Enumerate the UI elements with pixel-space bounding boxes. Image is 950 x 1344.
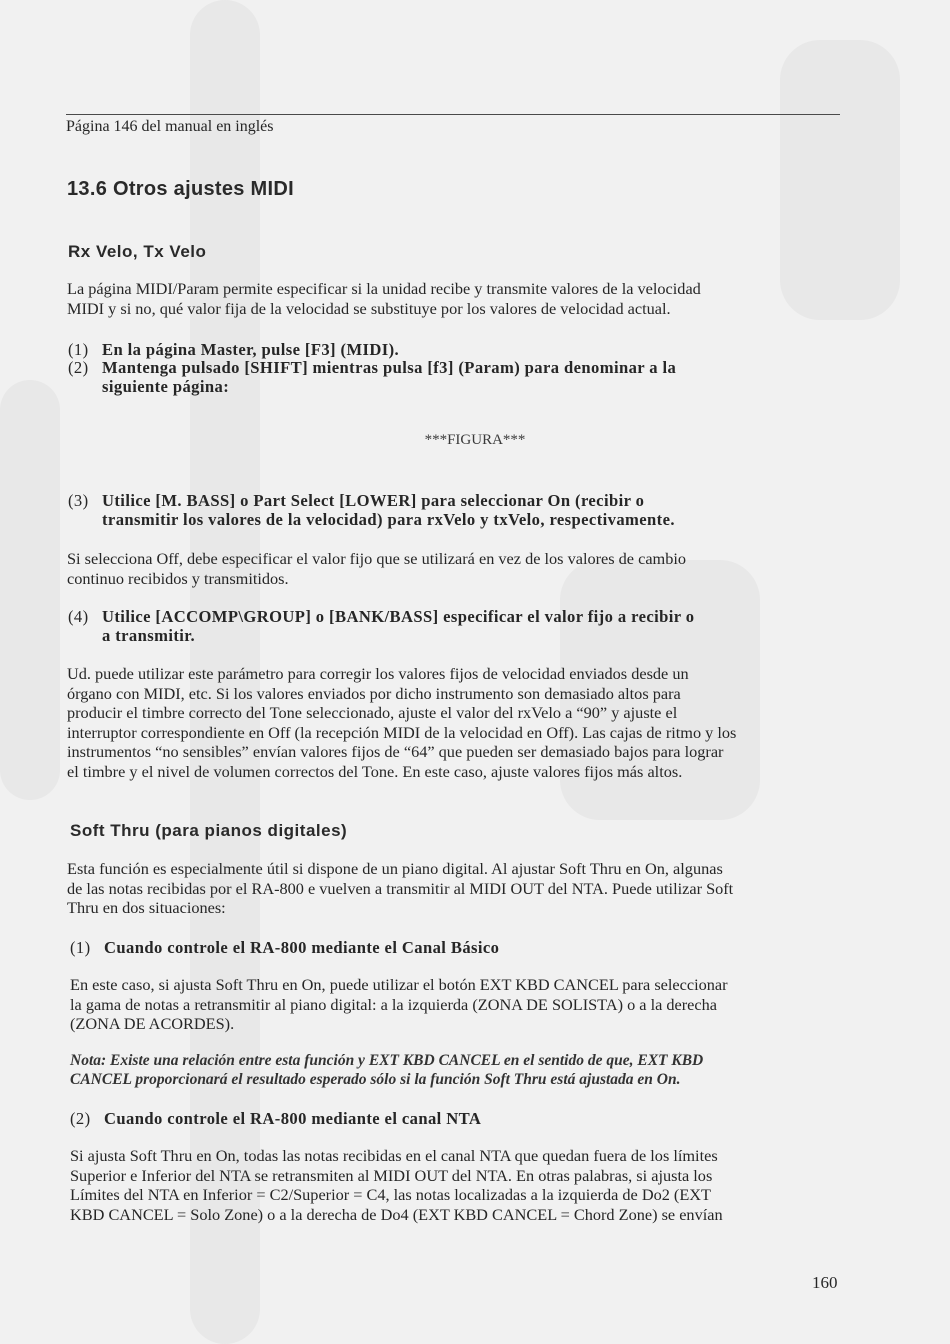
text-line: MIDI y si no, qué valor fija de la velocidad se substituye por los valores de velocidad actual. <box>67 298 671 318</box>
text-line: (ZONA DE ACORDES). <box>70 1014 235 1033</box>
scan-shadow <box>780 40 900 320</box>
step-text: Utilice [M. BASS] o Part Select [LOWER] para seleccionar On (recibir o <box>102 491 645 510</box>
section-title: 13.6 Otros ajustes MIDI <box>67 178 294 200</box>
case-text: Cuando controle el RA-800 mediante el canal NTA <box>104 1109 482 1128</box>
text-line: la gama de notas a retransmitir al piano digital: a la izquierda (ZONA DE SOLISTA) o a la derecha <box>70 994 718 1014</box>
text-line: En este caso, si ajusta Soft Thru en On, puede utilizar el botón EXT KBD CANCEL para seleccionar <box>70 975 728 994</box>
text-line: Si selecciona Off, debe especificar el valor fijo que se utilizará en vez de los valores de cambio <box>67 549 687 568</box>
note-callout <box>70 1051 842 1089</box>
step-number: (2) <box>68 358 89 377</box>
text-line: Superior e Inferior del NTA se retransmiten al MIDI OUT del NTA. En otras palabras, si ajusta los <box>70 1165 713 1185</box>
off-explanation <box>67 549 839 588</box>
text-line: producir el timbre correcto del Tone seleccionado, ajuste el valor del rxVelo a “90” y ajuste el <box>67 703 678 722</box>
page-number: 160 <box>812 1273 838 1292</box>
text-line: CANCEL proporcionará el resultado esperado sólo si la función Soft Thru está ajustada en On. <box>70 1071 681 1088</box>
header-rule <box>66 114 840 115</box>
text-line: Esta función es especialmente útil si dispone de un piano digital. Al ajustar Soft Thru en On, algunas <box>67 859 723 878</box>
case-2-explanation <box>70 1146 842 1224</box>
text-line: instrumentos “no sensibles” envían valores fijos de “64” que pueden ser demasiado bajos para lograr <box>67 742 724 761</box>
usage-explanation <box>67 664 839 781</box>
text-line: continuo recibidos y transmitidos. <box>67 568 289 588</box>
step-4 <box>68 607 838 645</box>
text-line: interruptor correspondiente en Off (la recepción MIDI de la velocidad en Off). Las cajas de ritmo y los <box>67 722 737 742</box>
text-line: Nota: Existe una relación entre esta función y EXT KBD CANCEL en el sentido de que, EXT KBD <box>70 1052 704 1069</box>
step-text: Utilice [ACCOMP\GROUP] o [BANK/BASS] especificar el valor fijo a recibir o <box>102 607 695 626</box>
case-number: (1) <box>70 938 91 957</box>
step-1 <box>68 340 838 359</box>
text-line: Límites del NTA en Inferior = C2/Superior = C4, las notas localizadas a la izquierda de Do2 (EXT <box>70 1185 711 1204</box>
step-text: En la página Master, pulse [F3] (MIDI). <box>102 340 400 359</box>
step-text-continued: siguiente página: <box>102 377 230 396</box>
subsection-title-soft-thru: Soft Thru (para pianos digitales) <box>70 821 348 840</box>
step-number: (4) <box>68 607 89 626</box>
step-number: (3) <box>68 491 89 510</box>
step-text-continued: transmitir los valores de la velocidad) para rxVelo y txVelo, respectivamente. <box>102 510 675 529</box>
page-reference: Página 146 del manual en inglés <box>66 118 274 135</box>
case-1 <box>70 938 840 957</box>
text-line: La página MIDI/Param permite especificar si la unidad recibe y transmite valores de la velocidad <box>67 279 701 298</box>
soft-thru-intro <box>67 859 839 918</box>
text-line: Thru en dos situaciones: <box>67 898 226 917</box>
case-text: Cuando controle el RA-800 mediante el Canal Básico <box>104 938 500 957</box>
subsection-title-rx-velo: Rx Velo, Tx Velo <box>68 242 207 261</box>
text-line: órgano con MIDI, etc. Si los valores enviados por dicho instrumento son demasiado altos para <box>67 683 681 703</box>
text-line: de las notas recibidas por el RA-800 e vuelven a transmitir al MIDI OUT del NTA. Puede utilizar Soft <box>67 878 734 898</box>
step-text: Mantenga pulsado [SHIFT] mientras pulsa [f3] (Param) para denominar a la <box>102 358 677 377</box>
case-1-explanation <box>70 975 842 1034</box>
step-text-continued: a transmitir. <box>102 626 196 645</box>
step-number: (1) <box>68 340 89 359</box>
rx-velo-intro <box>67 279 839 318</box>
figure-placeholder: ***FIGURA*** <box>424 432 526 448</box>
step-2 <box>68 358 838 396</box>
case-2 <box>70 1109 840 1128</box>
case-number: (2) <box>70 1109 91 1128</box>
text-line: Si ajusta Soft Thru en On, todas las notas recibidas en el canal NTA que quedan fuera de los límites <box>70 1146 718 1165</box>
text-line: Ud. puede utilizar este parámetro para corregir los valores fijos de velocidad enviados desde un <box>67 664 689 683</box>
text-line: el timbre y el nivel de volumen correctos del Tone. En este caso, ajuste valores fijos más altos. <box>67 761 683 781</box>
text-line: KBD CANCEL = Solo Zone) o a la derecha de Do4 (EXT KBD CANCEL = Chord Zone) se envían <box>70 1204 723 1224</box>
step-3 <box>68 491 838 529</box>
